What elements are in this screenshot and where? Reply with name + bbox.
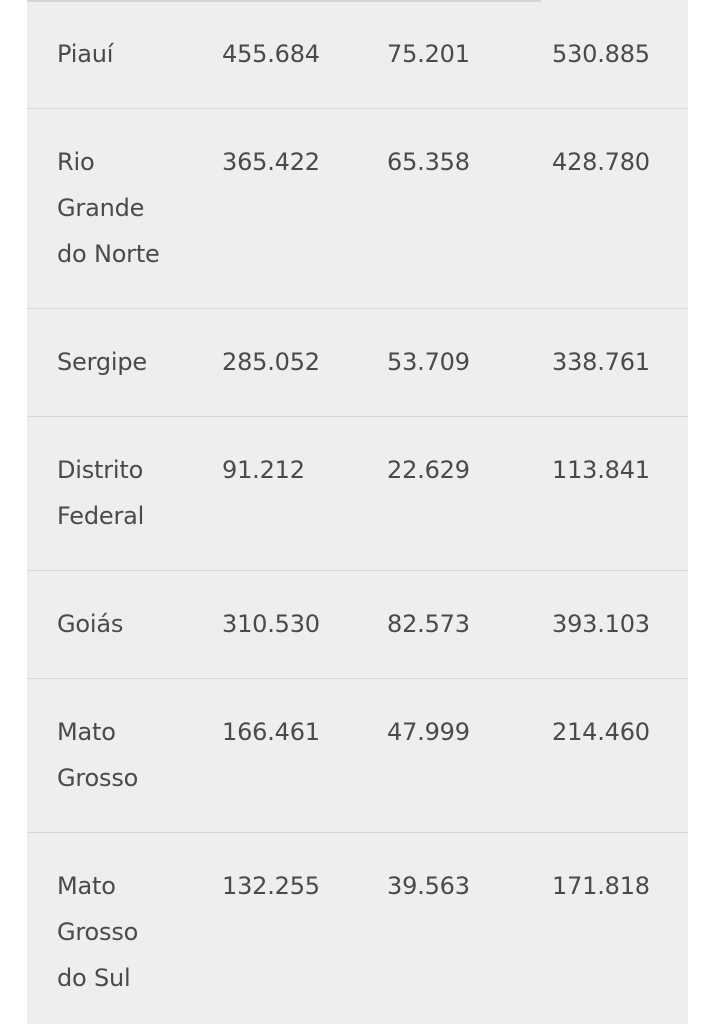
value-2-cell <box>357 679 522 833</box>
value-1-value: 310.530 <box>222 610 320 638</box>
state-name-line: Mato <box>57 718 116 746</box>
value-1-value: 132.255 <box>222 872 320 900</box>
state-name-cell <box>27 679 192 833</box>
value-1-value: 91.212 <box>222 456 305 484</box>
data-table-container <box>27 0 688 1024</box>
value-1-cell <box>192 833 357 1024</box>
state-name-line: Rio <box>57 148 95 176</box>
total-cell <box>522 417 688 571</box>
value-2-cell <box>357 833 522 1024</box>
value-2-cell <box>357 417 522 571</box>
value-2-cell <box>357 571 522 679</box>
state-name-cell <box>27 833 192 1024</box>
table-row <box>27 309 688 417</box>
state-name <box>57 109 192 308</box>
value-2-value: 75.201 <box>387 40 470 68</box>
value-2-value: 53.709 <box>387 348 470 376</box>
table-row <box>27 0 688 109</box>
total-cell <box>522 109 688 309</box>
state-name <box>57 0 192 108</box>
state-name-line: Grande <box>57 194 145 222</box>
state-name-cell <box>27 417 192 571</box>
state-name-line: Piauí <box>57 40 114 68</box>
total-cell <box>522 679 688 833</box>
total-value: 428.780 <box>552 148 650 176</box>
value-1-value: 166.461 <box>222 718 320 746</box>
state-name-line: Sergipe <box>57 348 147 376</box>
value-1-cell <box>192 571 357 679</box>
total-value: 113.841 <box>552 456 650 484</box>
state-name-cell <box>27 109 192 309</box>
state-name-line: Federal <box>57 502 145 530</box>
total-value: 214.460 <box>552 718 650 746</box>
table-row <box>27 417 688 571</box>
table-body <box>27 0 688 1024</box>
table-row <box>27 109 688 309</box>
value-2-value: 47.999 <box>387 718 470 746</box>
total-value: 338.761 <box>552 348 650 376</box>
header-divider <box>27 0 541 2</box>
state-name <box>57 679 192 832</box>
state-name-cell <box>27 309 192 417</box>
total-value: 530.885 <box>552 40 650 68</box>
state-data-table <box>27 0 688 1024</box>
state-name <box>57 833 192 1024</box>
value-1-cell <box>192 309 357 417</box>
value-2-value: 39.563 <box>387 872 470 900</box>
value-1-value: 455.684 <box>222 40 320 68</box>
value-1-cell <box>192 417 357 571</box>
state-name <box>57 571 192 678</box>
table-row <box>27 571 688 679</box>
value-2-cell <box>357 109 522 309</box>
state-name <box>57 417 192 570</box>
state-name <box>57 309 192 416</box>
state-name-line: Mato <box>57 872 116 900</box>
value-2-cell <box>357 309 522 417</box>
value-1-cell <box>192 0 357 109</box>
value-1-cell <box>192 109 357 309</box>
state-name-line: Grosso <box>57 918 139 946</box>
total-value: 171.818 <box>552 872 650 900</box>
state-name-cell <box>27 0 192 109</box>
state-name-line: do Sul <box>57 964 131 992</box>
state-name-line: Grosso <box>57 764 139 792</box>
total-value: 393.103 <box>552 610 650 638</box>
table-row <box>27 833 688 1024</box>
total-cell <box>522 833 688 1024</box>
value-2-value: 82.573 <box>387 610 470 638</box>
value-1-value: 285.052 <box>222 348 320 376</box>
value-1-value: 365.422 <box>222 148 320 176</box>
value-2-value: 22.629 <box>387 456 470 484</box>
state-name-line: Distrito <box>57 456 144 484</box>
value-2-cell <box>357 0 522 109</box>
state-name-cell <box>27 571 192 679</box>
value-1-cell <box>192 679 357 833</box>
table-row <box>27 679 688 833</box>
total-cell <box>522 0 688 109</box>
value-2-value: 65.358 <box>387 148 470 176</box>
state-name-line: do Norte <box>57 240 160 268</box>
total-cell <box>522 309 688 417</box>
state-name-line: Goiás <box>57 610 124 638</box>
total-cell <box>522 571 688 679</box>
